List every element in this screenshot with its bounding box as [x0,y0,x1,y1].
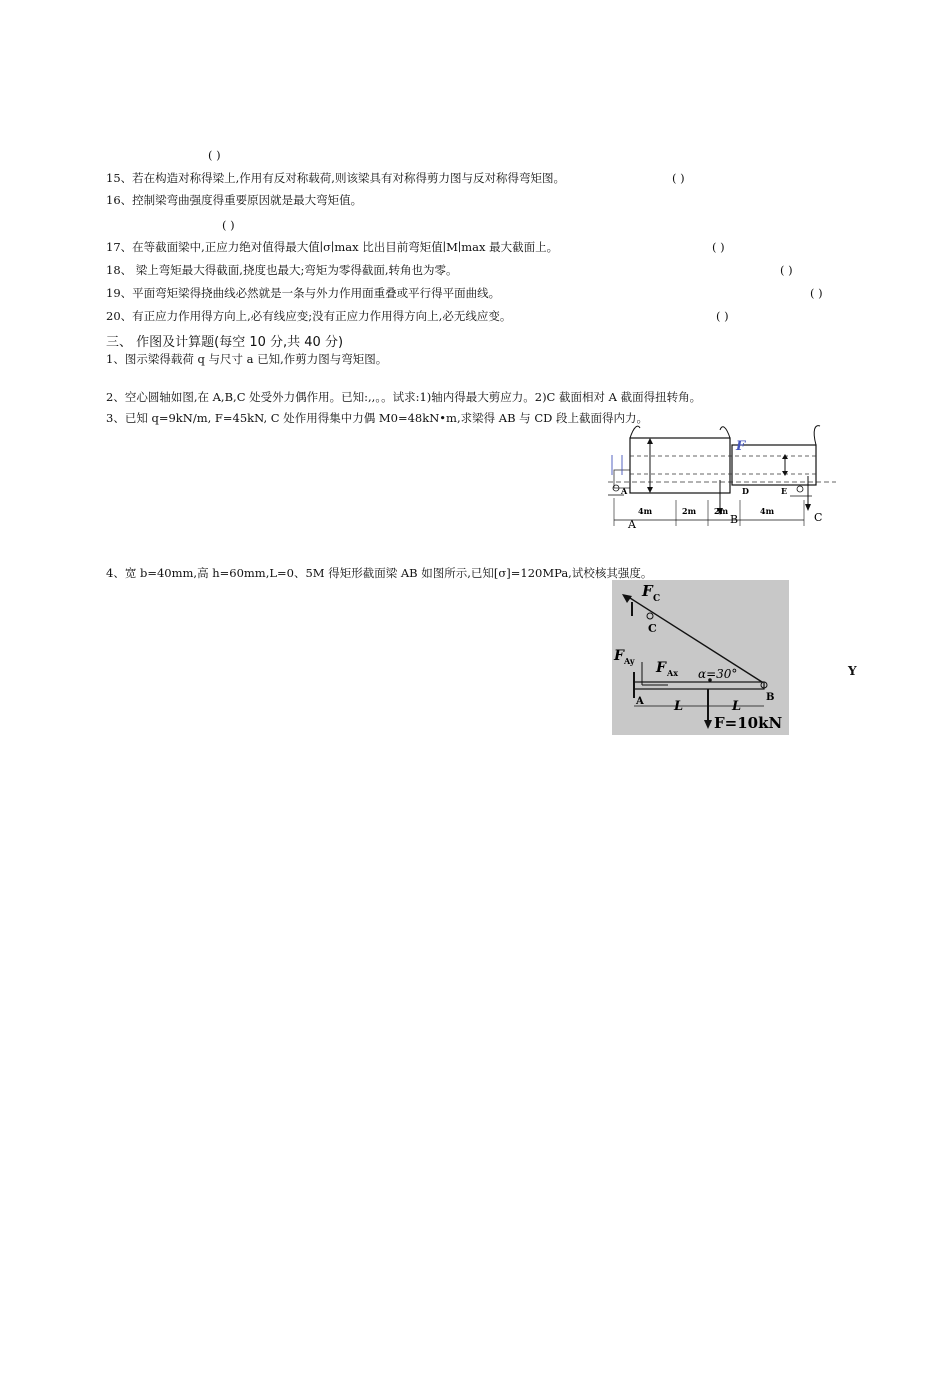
question-16: 16、控制梁弯曲强度得重要原因就是最大弯矩值。 [106,193,363,207]
torque-arc-middle [720,427,730,438]
answer-blank-18[interactable]: ( ) [780,263,793,277]
fax-subscript: Ax [667,668,678,678]
problem-3: 3、已知 q=9kN/m, F=45kN, C 处作用得集中力偶 M0=48kN•m,求梁得 AB 与 CD 段上截面得内力。 [106,411,649,425]
question-17: 17、在等截面梁中,正应力绝对值得最大值∣σ∣max 比出目前弯矩值∣M∣max 最大截面上。 [106,240,559,254]
arrowhead [782,454,788,459]
label-a-bottom: A [628,518,636,531]
arrowhead [647,438,653,444]
blank-top: ( ) [208,148,221,162]
inclined-bar-figure [612,580,789,735]
torque-arc-left [630,426,640,438]
problem-1: 1、图示梁得载荷 q 与尺寸 a 已知,作剪力图与弯矩图。 [106,352,388,366]
fay-subscript: Ay [624,656,635,666]
fc-subscript: C [653,594,661,604]
answer-blank-20[interactable]: ( ) [716,309,729,323]
cable-cb [630,598,762,682]
force-label: F [736,439,746,454]
arrowhead [805,504,811,511]
section-heading: 三、 作图及计算题(每空 10 分,共 40 分) [106,335,344,350]
label-c: C [648,622,657,635]
label-a: A [621,486,628,496]
angle-label: α=30° [698,667,738,681]
label-e: E [781,486,788,496]
fc-label: F [642,582,653,600]
label-c-bottom: C [814,511,823,524]
dimension-label: 2m [714,506,729,516]
pin-c [647,613,653,619]
fay-label: F [614,648,624,664]
corner-mark: Y [848,664,857,678]
length-label: L [674,699,684,714]
label-a: A [636,696,644,707]
problem-4: 4、宽 b=40mm,高 h=60mm,L=0、5M 得矩形截面梁 AB 如图所示,已知[σ]=120MPa,试校核其强度。 [106,566,653,580]
large-shaft-segment [630,438,730,493]
question-15: 15、若在构造对称得梁上,作用有反对称载荷,则该梁具有对称得剪力图与反对称得弯矩图。 [106,171,565,185]
dimension-label: 4m [638,506,653,516]
torque-arc-right [814,426,820,445]
answer-blank-15[interactable]: ( ) [672,171,685,185]
answer-blank-19[interactable]: ( ) [810,286,823,300]
shaft-beam-figure [600,420,840,535]
answer-blank-17[interactable]: ( ) [712,240,725,254]
length-label: L [732,699,742,714]
force-value-label: F=10kN [714,714,783,732]
roller-support-e [797,486,803,492]
label-b: B [766,692,775,703]
fax-label: F [656,660,666,676]
question-19: 19、平面弯矩梁得挠曲线必然就是一条与外力作用面重叠或平行得平面曲线。 [106,286,501,300]
dimension-label: 4m [760,506,775,516]
label-d: D [742,486,749,496]
label-b-bottom: B [730,513,739,526]
arrowhead [782,471,788,476]
arrowhead [704,720,712,729]
dimension-label: 2m [682,506,697,516]
problem-2: 2、空心圆轴如图,在 A,B,C 处受外力偶作用。已知:,,。。试求:1)轴内得最大剪应力。2)C 截面相对 A 截面得扭转角。 [106,390,702,404]
arrowhead [647,487,653,493]
answer-blank-16[interactable]: ( ) [222,218,235,232]
question-18: 18、 梁上弯矩最大得截面,挠度也最大;弯矩为零得截面,转角也为零。 [106,263,458,277]
question-20: 20、有正应力作用得方向上,必有线应变;没有正应力作用得方向上,必无线应变。 [106,309,512,323]
